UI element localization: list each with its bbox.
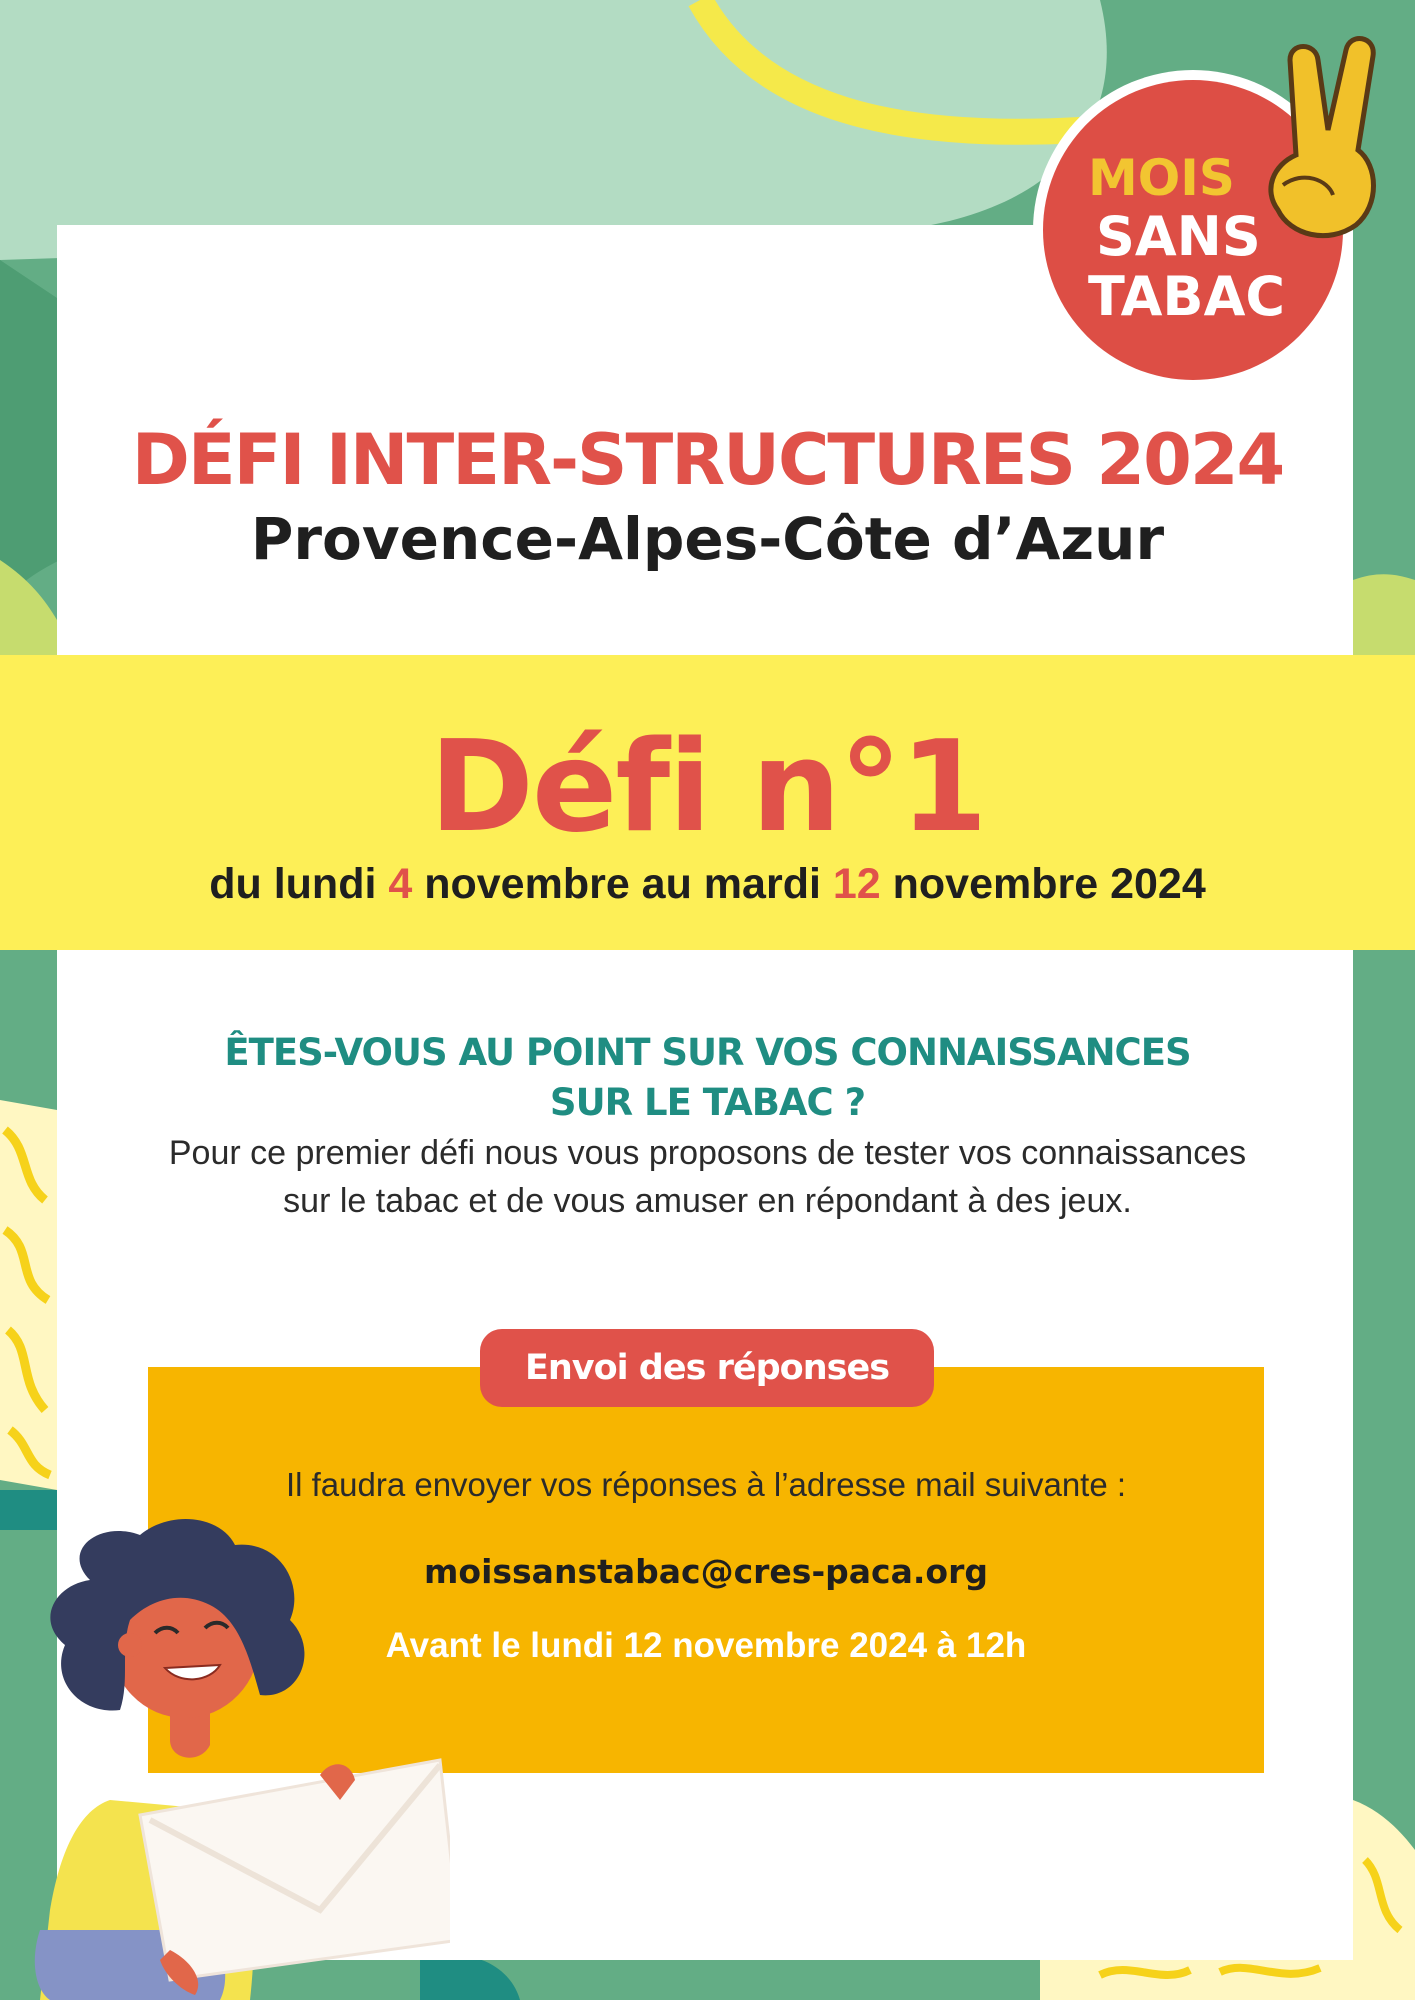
dates-end-day: 12 [832, 860, 881, 908]
question-body-line2: sur le tabac et de vous amuser en répondant à des jeux. [283, 1182, 1132, 1220]
dates-prefix: du lundi [209, 860, 389, 908]
dates-middle: novembre au mardi [412, 860, 833, 908]
logo-word-sans: SANS [1096, 205, 1261, 268]
question-section [0, 1028, 1415, 1224]
woman-with-envelope-illustration [20, 1510, 450, 2000]
answers-heading-badge: Envoi des réponses [480, 1329, 934, 1407]
region-subtitle: Provence-Alpes-Côte d’Azur [250, 505, 1165, 573]
answers-instruction: Il faudra envoyer vos réponses à l’adresse mail suivante : [285, 1466, 1127, 1503]
page-title: DÉFI INTER-STRUCTURES 2024 [131, 419, 1284, 501]
answers-deadline: Avant le lundi 12 novembre 2024 à 12h [385, 1626, 1027, 1665]
challenge-title: Défi n°1 [429, 713, 986, 860]
dates-start-day: 4 [388, 860, 413, 908]
question-title-line2: SUR LE TABAC ? [549, 1081, 866, 1124]
mois-sans-tabac-logo [1028, 20, 1390, 390]
header [0, 418, 1415, 574]
question-body-line1: Pour ce premier défi nous vous proposons de tester vos connaissances [168, 1134, 1247, 1172]
question-title-line1: ÊTES-VOUS AU POINT SUR VOS CONNAISSANCES [224, 1031, 1191, 1074]
logo-word-tabac: TABAC [1088, 265, 1286, 328]
answers-email-link[interactable]: moissanstabac@cres-paca.org [424, 1552, 988, 1591]
challenge-dates [0, 857, 1415, 911]
logo-word-mois: MOIS [1088, 149, 1235, 207]
dates-suffix: novembre 2024 [880, 860, 1206, 908]
challenge-banner [0, 655, 1415, 950]
